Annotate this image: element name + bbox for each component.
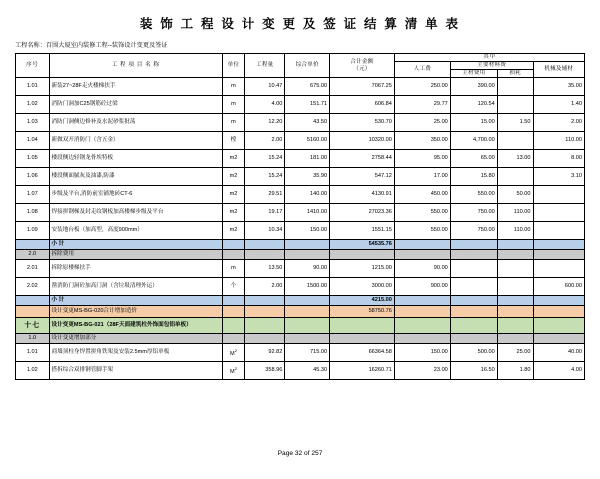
cell-total: 54535.76: [330, 240, 395, 250]
cell-index: [16, 296, 50, 306]
cell-quantity: [245, 296, 285, 306]
cell-machinery: 1.40: [533, 96, 585, 114]
cell-quantity: 10.34: [245, 222, 285, 240]
cell-unit: [222, 250, 244, 260]
cell-unit_price: 151.71: [285, 96, 330, 114]
header-quantity: 工程量: [245, 54, 285, 78]
cell-labor: [394, 296, 450, 306]
cell-index: 1.01: [16, 78, 50, 96]
cell-total: 530.70: [330, 114, 395, 132]
cell-name: 搭拆综合双排钢管脚手架: [49, 362, 222, 380]
cell-total: 10320.00: [330, 132, 395, 150]
cell-unit_price: 90.00: [285, 260, 330, 278]
cell-unit: $M^2$: [222, 362, 244, 380]
cell-material: 15.00: [450, 114, 497, 132]
cell-loss: [497, 240, 533, 250]
cell-unit: m: [222, 114, 244, 132]
cell-labor: 250.00: [394, 78, 450, 96]
header-machinery-aux: 机械及辅材: [533, 62, 585, 78]
cell-unit: m: [222, 260, 244, 278]
table-row: [16, 334, 585, 344]
document-page: [0, 16, 600, 479]
header-total-amount-line2: （元）: [353, 65, 371, 72]
cell-unit: [222, 318, 244, 334]
cell-labor: 17.00: [394, 168, 450, 186]
cell-unit: m2: [222, 222, 244, 240]
cell-material: 4,700.00: [450, 132, 497, 150]
cell-labor: 95.00: [394, 150, 450, 168]
cell-labor: 450.00: [394, 186, 450, 204]
cell-quantity: [245, 240, 285, 250]
table-row: [16, 78, 585, 96]
cell-total: 58750.76: [330, 306, 395, 318]
cell-labor: [394, 306, 450, 318]
cell-loss: [497, 318, 533, 334]
table-body: [16, 78, 585, 380]
cell-loss: 1.80: [497, 362, 533, 380]
cell-material: 500.00: [450, 344, 497, 362]
cell-name: 拆除原楼梯扶手: [49, 260, 222, 278]
cell-name: 小 计: [49, 296, 222, 306]
cell-index: 2.02: [16, 278, 50, 296]
cell-name: 商墙顶柱身焊置拼角铁架及安装2.5mm厚铝单板: [49, 344, 222, 362]
cell-loss: [497, 250, 533, 260]
cell-loss: [497, 334, 533, 344]
cell-total: 606.84: [330, 96, 395, 114]
cell-labor: [394, 334, 450, 344]
cell-unit: [222, 296, 244, 306]
table-row: [16, 318, 585, 334]
cell-name: 消防门洞加C25钢筋砼过梁: [49, 96, 222, 114]
table-row: [16, 168, 585, 186]
cell-loss: [497, 278, 533, 296]
cell-unit_price: [285, 240, 330, 250]
cell-index: 2.0: [16, 250, 50, 260]
cell-machinery: 2.00: [533, 114, 585, 132]
cell-unit: m2: [222, 186, 244, 204]
cell-quantity: [245, 318, 285, 334]
cell-total: 1551.15: [330, 222, 395, 240]
cell-unit: 个: [222, 278, 244, 296]
cell-total: 1215.00: [330, 260, 395, 278]
cell-unit: [222, 240, 244, 250]
cell-machinery: [533, 240, 585, 250]
header-labor-fee: 人工费: [394, 62, 450, 78]
cell-unit: [222, 306, 244, 318]
cell-labor: 25.00: [394, 114, 450, 132]
cell-quantity: [245, 334, 285, 344]
cell-unit_price: 715.00: [285, 344, 330, 362]
cell-loss: [497, 96, 533, 114]
cell-index: 1.07: [16, 186, 50, 204]
cell-labor: [394, 318, 450, 334]
cell-loss: 110.00: [497, 204, 533, 222]
table-row: [16, 362, 585, 380]
cell-quantity: 92.82: [245, 344, 285, 362]
project-name-line: 工程名称：百围大厦室内装修工程--装饰设计变更及签证: [15, 42, 168, 49]
cell-unit_price: 140.00: [285, 186, 330, 204]
table-row: [16, 222, 585, 240]
cell-unit_price: 1410.00: [285, 204, 330, 222]
cell-material: 550.00: [450, 186, 497, 204]
table-row: [16, 132, 585, 150]
cell-machinery: [533, 222, 585, 240]
cell-unit_price: 181.00: [285, 150, 330, 168]
cell-index: 1.02: [16, 96, 50, 114]
cell-unit_price: [285, 296, 330, 306]
cell-loss: [497, 78, 533, 96]
cell-loss: [497, 168, 533, 186]
table-row: [16, 296, 585, 306]
cell-material: 120.54: [450, 96, 497, 114]
cell-quantity: 15.24: [245, 168, 285, 186]
cell-index: 十七: [16, 318, 50, 334]
cell-quantity: [245, 306, 285, 318]
header-main-material-fee: 主要材料费: [450, 62, 533, 70]
header-main-material-cost: 主材费用: [450, 70, 497, 78]
table-header: [16, 54, 585, 78]
cell-unit_price: 5160.00: [285, 132, 330, 150]
page-footer: Page 32 of 257: [277, 450, 323, 457]
cell-labor: 550.00: [394, 222, 450, 240]
cell-index: 1.04: [16, 132, 50, 150]
cell-loss: [497, 296, 533, 306]
cell-loss: [497, 306, 533, 318]
cell-machinery: [533, 318, 585, 334]
header-unit-price: 综合单价: [285, 54, 330, 78]
cell-loss: [497, 260, 533, 278]
cell-unit: m2: [222, 168, 244, 186]
table-row: [16, 204, 585, 222]
cell-loss: 110.00: [497, 222, 533, 240]
cell-unit: 樘: [222, 132, 244, 150]
cell-material: [450, 296, 497, 306]
cell-machinery: [533, 334, 585, 344]
cell-name: 设计变更增加部分: [49, 334, 222, 344]
cell-loss: 25.00: [497, 344, 533, 362]
cell-labor: [394, 240, 450, 250]
cell-material: [450, 250, 497, 260]
cell-name: 小 计: [49, 240, 222, 250]
cell-name: 焊接拼钢梯及封走纹钢板加高楼梯步级及平台: [49, 204, 222, 222]
cell-total: [330, 318, 395, 334]
cell-labor: 350.00: [394, 132, 450, 150]
cell-unit: m: [222, 96, 244, 114]
table-row: [16, 150, 585, 168]
cell-total: 27023.36: [330, 204, 395, 222]
cell-name: 安装地台板（加高型，高度900mm）: [49, 222, 222, 240]
cell-unit: m: [222, 78, 244, 96]
cell-unit_price: [285, 318, 330, 334]
cell-index: 1.01: [16, 344, 50, 362]
cell-machinery: [533, 260, 585, 278]
cell-material: 390.00: [450, 78, 497, 96]
table-row: [16, 114, 585, 132]
cell-index: 1.08: [16, 204, 50, 222]
cell-total: 2758.44: [330, 150, 395, 168]
cell-material: 65.00: [450, 150, 497, 168]
cell-material: 750.00: [450, 204, 497, 222]
cell-name: 设计变更MS-BG-021（28F天面建筑柱外饰面包铝单板）: [49, 318, 222, 334]
cell-unit: [222, 334, 244, 344]
cell-machinery: 35.00: [533, 78, 585, 96]
cell-labor: 29.77: [394, 96, 450, 114]
header-loss: 损耗: [497, 70, 533, 78]
cell-name: 拆除费用: [49, 250, 222, 260]
cell-labor: 23.00: [394, 362, 450, 380]
table-row: [16, 278, 585, 296]
cell-machinery: [533, 306, 585, 318]
cell-loss: 50.00: [497, 186, 533, 204]
cell-machinery: 4.00: [533, 362, 585, 380]
header-total-amount-line1: 合计金额: [350, 58, 374, 65]
cell-quantity: 15.24: [245, 150, 285, 168]
cell-name: 新做双开消防门（含五金）: [49, 132, 222, 150]
cell-index: 1.0: [16, 334, 50, 344]
cell-labor: 900.00: [394, 278, 450, 296]
cell-name: 步级及平台,消防前室铺地砖CT-6: [49, 186, 222, 204]
cell-labor: [394, 250, 450, 260]
cell-machinery: 8.00: [533, 150, 585, 168]
cell-name: 凿消防门洞砼加高门洞（含垃圾清理外运）: [49, 278, 222, 296]
cell-machinery: [533, 204, 585, 222]
cell-machinery: [533, 250, 585, 260]
cell-total: [330, 334, 395, 344]
cell-material: 16.50: [450, 362, 497, 380]
header-total-amount: [330, 54, 395, 78]
cell-unit_price: 150.00: [285, 222, 330, 240]
cell-quantity: 2.00: [245, 278, 285, 296]
cell-quantity: 10.47: [245, 78, 285, 96]
cell-material: [450, 278, 497, 296]
cell-loss: 1.50: [497, 114, 533, 132]
table-row: [16, 186, 585, 204]
cell-unit_price: 45.30: [285, 362, 330, 380]
cell-name: 消防门洞侧边修补及水泥砂浆批荡: [49, 114, 222, 132]
table-row: [16, 250, 585, 260]
cell-loss: 13.00: [497, 150, 533, 168]
cell-quantity: 13.50: [245, 260, 285, 278]
cell-material: 15.80: [450, 168, 497, 186]
cell-name: 设计变更MS-BG-020合计增加造价: [49, 306, 222, 318]
cell-index: [16, 306, 50, 318]
cell-material: [450, 318, 497, 334]
cell-machinery: [533, 296, 585, 306]
cell-total: [330, 250, 395, 260]
cell-quantity: 12.20: [245, 114, 285, 132]
cell-index: 1.03: [16, 114, 50, 132]
cell-material: [450, 306, 497, 318]
cell-unit_price: 675.00: [285, 78, 330, 96]
header-item-name: 工 程 项 目 名 称: [49, 54, 222, 78]
header-index: 序号: [16, 54, 50, 78]
cell-unit: m2: [222, 204, 244, 222]
cell-machinery: [533, 186, 585, 204]
cell-name: 楼段侧面腻灰及油漆,防漆: [49, 168, 222, 186]
cell-unit_price: 35.90: [285, 168, 330, 186]
cell-index: [16, 240, 50, 250]
cell-unit_price: [285, 306, 330, 318]
cell-unit_price: [285, 334, 330, 344]
cell-quantity: 19.17: [245, 204, 285, 222]
cell-unit_price: 43.50: [285, 114, 330, 132]
header-among-which: 其中: [394, 54, 584, 62]
cell-index: 1.05: [16, 150, 50, 168]
cell-index: 1.06: [16, 168, 50, 186]
cell-labor: 90.00: [394, 260, 450, 278]
cell-material: 750.00: [450, 222, 497, 240]
cell-name: 新装27~28F走火楼梯扶手: [49, 78, 222, 96]
cell-total: 4130.91: [330, 186, 395, 204]
table-row: [16, 96, 585, 114]
cell-machinery: 3.10: [533, 168, 585, 186]
cell-name: 楼段侧边轻钢龙骨埃特板: [49, 150, 222, 168]
cell-unit_price: [285, 250, 330, 260]
cell-labor: 150.00: [394, 344, 450, 362]
cell-machinery: 110.00: [533, 132, 585, 150]
cell-quantity: 4.00: [245, 96, 285, 114]
page-title: 装 饰 工 程 设 计 变 更 及 签 证 结 算 清 单 表: [139, 17, 461, 31]
cell-quantity: [245, 250, 285, 260]
cell-index: 2.01: [16, 260, 50, 278]
cell-total: 7067.25: [330, 78, 395, 96]
cell-labor: 550.00: [394, 204, 450, 222]
table-row: [16, 240, 585, 250]
table-row: [16, 344, 585, 362]
cell-index: 1.02: [16, 362, 50, 380]
table-row: [16, 306, 585, 318]
cell-unit_price: 1500.00: [285, 278, 330, 296]
settlement-table: [15, 53, 585, 380]
cell-quantity: 2.00: [245, 132, 285, 150]
cell-total: 3000.00: [330, 278, 395, 296]
cell-total: 4215.00: [330, 296, 395, 306]
cell-loss: [497, 132, 533, 150]
cell-machinery: 600.00: [533, 278, 585, 296]
cell-unit: m2: [222, 150, 244, 168]
header-unit: 单位: [222, 54, 244, 78]
cell-machinery: 40.00: [533, 344, 585, 362]
cell-total: 16260.71: [330, 362, 395, 380]
cell-quantity: 358.96: [245, 362, 285, 380]
cell-total: 547.12: [330, 168, 395, 186]
cell-index: 1.09: [16, 222, 50, 240]
cell-material: [450, 240, 497, 250]
cell-unit: $M^2$: [222, 344, 244, 362]
cell-material: [450, 334, 497, 344]
cell-material: [450, 260, 497, 278]
table-row: [16, 260, 585, 278]
cell-total: 66364.58: [330, 344, 395, 362]
cell-quantity: 29.51: [245, 186, 285, 204]
